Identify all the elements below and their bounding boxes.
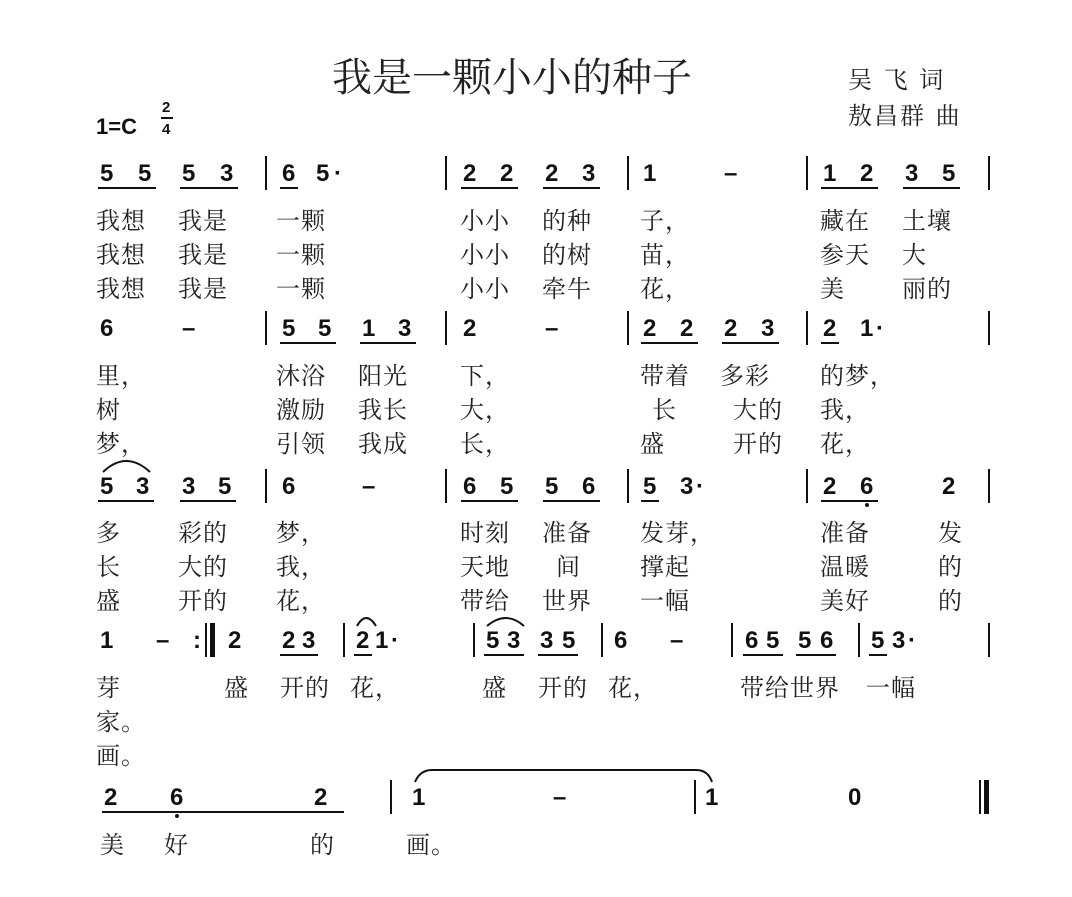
- lyric: 小小: [460, 207, 510, 235]
- lyric: 盛: [96, 587, 121, 615]
- slur: [487, 618, 524, 626]
- beam: [543, 187, 600, 189]
- lyric: 一颗: [276, 275, 326, 303]
- beam: [869, 654, 887, 656]
- tie: [415, 770, 712, 782]
- note: 5: [798, 627, 812, 654]
- beam: [821, 342, 839, 344]
- barline: [265, 156, 267, 190]
- lyric: 的: [938, 553, 963, 581]
- lyric: 开的: [538, 674, 588, 702]
- lyric: 长，: [460, 430, 510, 458]
- note: 5: [318, 315, 332, 342]
- lyric: 盛: [224, 674, 249, 702]
- lyric: 我是: [178, 241, 228, 269]
- lyric: 我，: [820, 396, 870, 424]
- note: 5: [486, 627, 500, 654]
- note: 6: [614, 627, 628, 654]
- note: 3: [905, 160, 919, 187]
- lyricist-credit: 吴 飞 词: [848, 66, 946, 94]
- lyric: 间: [556, 553, 581, 581]
- lyric: 一颗: [276, 241, 326, 269]
- slur: [103, 461, 150, 472]
- note: 3: [680, 473, 694, 500]
- lyric: 梦，: [276, 519, 326, 547]
- beam: [280, 187, 298, 189]
- dash: –: [362, 473, 376, 500]
- note: 6: [100, 315, 114, 342]
- slur: [357, 618, 376, 626]
- barline: [806, 311, 808, 345]
- lyric: 里，: [96, 362, 146, 390]
- barline: [390, 780, 392, 814]
- lyric: 花，: [820, 430, 870, 458]
- lyric: 盛: [640, 430, 665, 458]
- repeat-barline-thick: [210, 623, 215, 657]
- lyric: 开的: [280, 674, 330, 702]
- note: 2: [942, 473, 956, 500]
- barline: [988, 623, 990, 657]
- note: 1: [375, 627, 389, 654]
- barline: [445, 469, 447, 503]
- note: 3: [892, 627, 906, 654]
- note: 2: [545, 160, 559, 187]
- augmentation-dot: ·: [391, 627, 399, 654]
- barline: [343, 623, 345, 657]
- lyric: 美好: [820, 587, 870, 615]
- lyric: 的: [938, 587, 963, 615]
- beam: [461, 500, 518, 502]
- lyric: 大的: [178, 553, 228, 581]
- repeat-barline-thin: [205, 623, 207, 657]
- note: 5: [545, 473, 559, 500]
- note: 6: [170, 784, 184, 811]
- lyric: 梦，: [96, 430, 146, 458]
- beam: [360, 342, 416, 344]
- note: 5: [218, 473, 232, 500]
- note: 2: [228, 627, 242, 654]
- lyric: 花，: [350, 674, 400, 702]
- lyric: 藏在: [820, 207, 870, 235]
- lyric: 我，: [276, 553, 326, 581]
- time-signature-top: 2: [162, 99, 171, 116]
- note: 2: [463, 160, 477, 187]
- note: 6: [745, 627, 759, 654]
- note: 6: [463, 473, 477, 500]
- barline: [988, 311, 990, 345]
- time-signature-line: [161, 117, 173, 119]
- beam: [903, 187, 960, 189]
- lyric: 参天: [820, 241, 870, 269]
- note: 6: [582, 473, 596, 500]
- lyric: 丽的: [902, 275, 952, 303]
- beam: [280, 342, 336, 344]
- note: 2: [643, 315, 657, 342]
- beam: [722, 342, 779, 344]
- note: 2: [463, 315, 477, 342]
- barline: [694, 780, 696, 814]
- note: 5: [282, 315, 296, 342]
- barline: [445, 311, 447, 345]
- lyric: 温暖: [820, 553, 870, 581]
- barline: [858, 623, 860, 657]
- barline: [806, 156, 808, 190]
- lyric: 土壤: [902, 207, 952, 235]
- time-signature-bottom: 4: [162, 121, 171, 138]
- composer-credit: 敖昌群 曲: [848, 102, 962, 130]
- lyric: 我是: [178, 275, 228, 303]
- lyric: 多彩: [720, 362, 770, 390]
- note: 3: [302, 627, 316, 654]
- final-barline-thin: [979, 780, 981, 814]
- note: 5: [643, 473, 657, 500]
- lyric: 大的: [733, 396, 783, 424]
- lower-octave-dot: [175, 814, 179, 818]
- lyric: 准备: [542, 519, 592, 547]
- note: 1: [100, 627, 114, 654]
- lyric: 我长: [358, 396, 408, 424]
- lyric: 沐浴: [276, 362, 326, 390]
- lyric: 小小: [460, 275, 510, 303]
- lower-octave-dot: [865, 503, 869, 507]
- lyric: 大，: [460, 396, 510, 424]
- beam: [543, 500, 600, 502]
- lyric: 时刻: [460, 519, 510, 547]
- beam: [98, 187, 156, 189]
- barline: [627, 156, 629, 190]
- lyric: 发芽，: [640, 519, 715, 547]
- lyric: 美: [820, 275, 845, 303]
- beam: [180, 500, 236, 502]
- lyric: 天地: [460, 553, 510, 581]
- barline: [601, 623, 603, 657]
- lyric: 我想: [96, 275, 146, 303]
- rest: 0: [848, 784, 862, 811]
- lyric: 花，: [276, 587, 326, 615]
- note: 1: [362, 315, 376, 342]
- lyric: 的: [310, 831, 335, 859]
- lyric: 准备: [820, 519, 870, 547]
- beam: [538, 654, 578, 656]
- lyric: 带给: [460, 587, 510, 615]
- beam: [484, 654, 524, 656]
- final-barline-thick: [984, 780, 989, 814]
- note: 5: [766, 627, 780, 654]
- augmentation-dot: ·: [908, 627, 916, 654]
- lyric: 画。: [406, 831, 456, 859]
- lyric: 的树: [542, 241, 592, 269]
- beam: [280, 654, 318, 656]
- note: 6: [282, 160, 296, 187]
- lyric: 我成: [358, 430, 408, 458]
- lyric: 一颗: [276, 207, 326, 235]
- note: 5: [562, 627, 576, 654]
- note: 2: [860, 160, 874, 187]
- barline: [988, 469, 990, 503]
- note: 2: [500, 160, 514, 187]
- beam: [821, 500, 878, 502]
- barline: [806, 469, 808, 503]
- note: 5: [871, 627, 885, 654]
- note: 3: [136, 473, 150, 500]
- lyric: 带给世界: [740, 674, 840, 702]
- barline: [473, 623, 475, 657]
- note: 5: [138, 160, 152, 187]
- beam: [641, 500, 659, 502]
- beam: [641, 342, 698, 344]
- beam: [180, 187, 238, 189]
- lyric: 大: [902, 241, 927, 269]
- note: 3: [540, 627, 554, 654]
- lyric: 撑起: [640, 553, 690, 581]
- beam: [461, 187, 518, 189]
- lyric: 引领: [276, 430, 326, 458]
- lyric: 的梦，: [820, 362, 895, 390]
- note: 1: [860, 315, 874, 342]
- lyric: 我想: [96, 241, 146, 269]
- lyric: 花，: [608, 674, 658, 702]
- lyric: 一幅: [866, 674, 916, 702]
- key-signature: 1=C: [96, 114, 137, 139]
- lyric: 带着: [640, 362, 690, 390]
- lyric: 阳光: [358, 362, 408, 390]
- note: 3: [182, 473, 196, 500]
- note: 6: [860, 473, 874, 500]
- lyric: 树: [96, 396, 121, 424]
- note: 2: [823, 473, 837, 500]
- note: 1: [412, 784, 426, 811]
- note: 2: [724, 315, 738, 342]
- beam: [102, 811, 344, 813]
- note: 5: [182, 160, 196, 187]
- note: 3: [398, 315, 412, 342]
- note: 1: [705, 784, 719, 811]
- note: 2: [104, 784, 118, 811]
- note: 2: [282, 627, 296, 654]
- note: 2: [314, 784, 328, 811]
- note: 6: [282, 473, 296, 500]
- lyric: 子，: [640, 207, 690, 235]
- barline: [265, 469, 267, 503]
- lyric: 多: [96, 519, 121, 547]
- note: 1: [823, 160, 837, 187]
- lyric: 下，: [460, 362, 510, 390]
- note: 5: [100, 160, 114, 187]
- lyric: 小小: [460, 241, 510, 269]
- beam: [98, 500, 154, 502]
- lyric: 盛: [482, 674, 507, 702]
- augmentation-dot: ·: [334, 160, 342, 187]
- repeat-dots: :: [193, 627, 201, 654]
- barline: [627, 311, 629, 345]
- note: 3: [220, 160, 234, 187]
- lyric: 开的: [178, 587, 228, 615]
- note: 5: [316, 160, 330, 187]
- beam: [821, 187, 878, 189]
- dash: –: [182, 315, 196, 342]
- lyric: 的种: [542, 207, 592, 235]
- dash: –: [670, 627, 684, 654]
- lyric: 美: [100, 831, 125, 859]
- note: 2: [680, 315, 694, 342]
- barline: [627, 469, 629, 503]
- dash: –: [545, 315, 559, 342]
- barline: [265, 311, 267, 345]
- lyric: 画。: [96, 742, 146, 770]
- dash: –: [724, 160, 738, 187]
- augmentation-dot: ·: [696, 473, 704, 500]
- note: 2: [823, 315, 837, 342]
- lyric: 发: [938, 519, 963, 547]
- lyric: 好: [164, 831, 189, 859]
- dash: –: [156, 627, 170, 654]
- barline: [731, 623, 733, 657]
- note: 3: [582, 160, 596, 187]
- lyric: 家。: [96, 708, 146, 736]
- lyric: 我是: [178, 207, 228, 235]
- lyric: 一幅: [640, 587, 690, 615]
- augmentation-dot: ·: [876, 315, 884, 342]
- note: 5: [500, 473, 514, 500]
- beam: [354, 654, 372, 656]
- barline: [988, 156, 990, 190]
- barline: [445, 156, 447, 190]
- lyric: 长: [96, 553, 121, 581]
- lyric: 开的: [733, 430, 783, 458]
- beam: [743, 654, 783, 656]
- note: 6: [820, 627, 834, 654]
- lyric: 长: [652, 396, 677, 424]
- note: 2: [356, 627, 370, 654]
- lyric: 芽: [96, 674, 121, 702]
- lyric: 彩的: [178, 519, 228, 547]
- lyric: 世界: [542, 587, 592, 615]
- dash: –: [553, 784, 567, 811]
- lyric: 苗，: [640, 241, 690, 269]
- beam: [796, 654, 836, 656]
- lyric: 激励: [276, 396, 326, 424]
- lyric: 我想: [96, 207, 146, 235]
- lyric: 牵牛: [542, 275, 592, 303]
- note: 5: [942, 160, 956, 187]
- note: 3: [507, 627, 521, 654]
- note: 1: [643, 160, 657, 187]
- note: 3: [761, 315, 775, 342]
- lyric: 花，: [640, 275, 690, 303]
- note: 5: [100, 473, 114, 500]
- song-title: 我是一颗小小的种子: [332, 55, 692, 101]
